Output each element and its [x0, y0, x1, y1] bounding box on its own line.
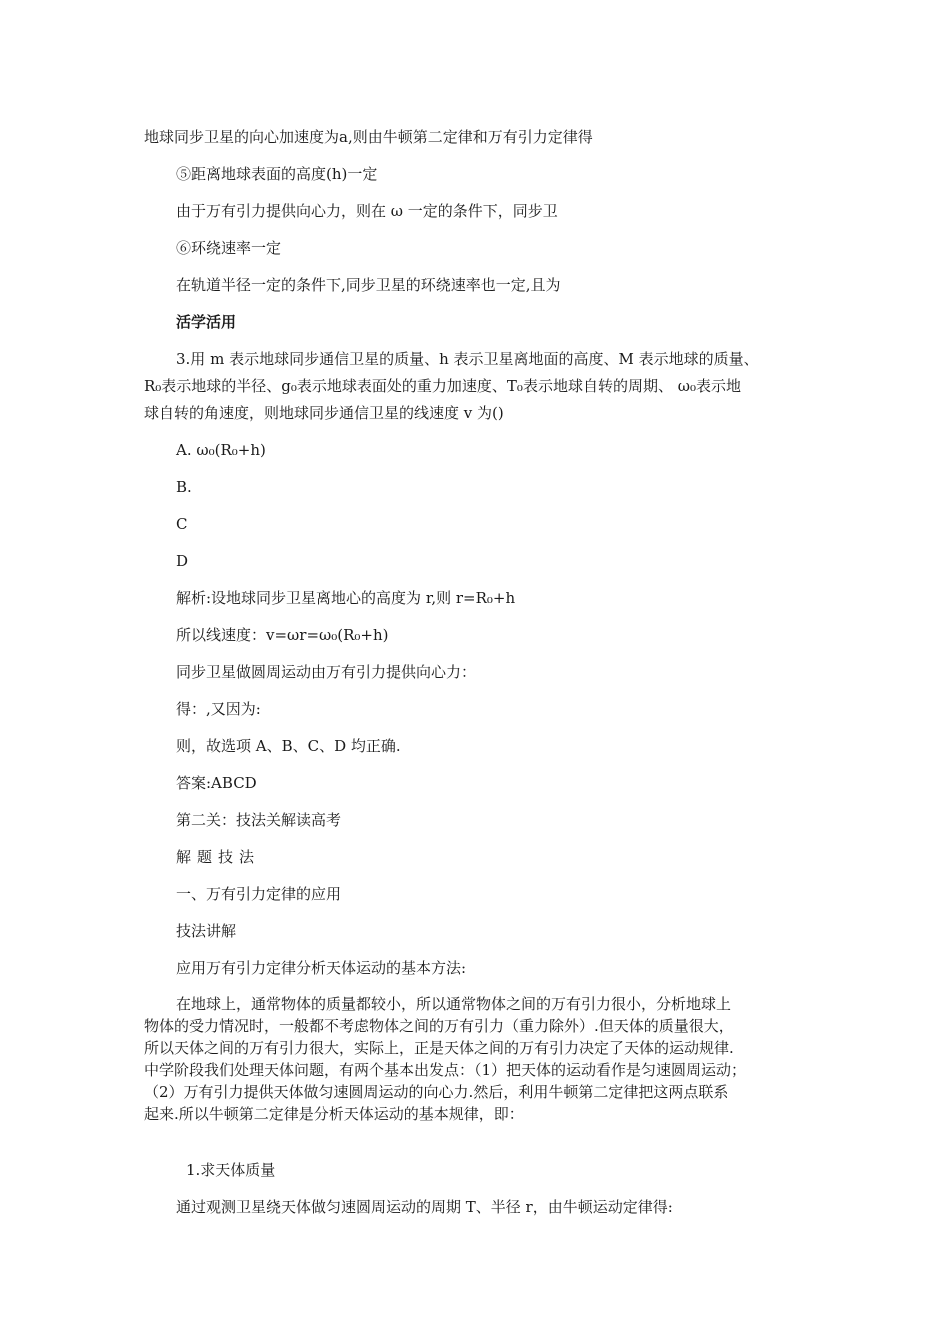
- text-line: 在轨道半径一定的条件下,同步卫星的环绕速率也一定,且为: [176, 276, 561, 294]
- option-d: D: [176, 552, 189, 570]
- subsection-title: 技法讲解: [176, 922, 237, 940]
- solution-line: 得：,又因为:: [176, 700, 261, 718]
- list-item-title: 1.求天体质量: [186, 1161, 276, 1179]
- text-line: 地球同步卫星的向心加速度为a,则由牛顿第二定律和万有引力定律得: [144, 128, 593, 146]
- text-line: 由于万有引力提供向心力，则在 ω 一定的条件下，同步卫: [176, 202, 558, 220]
- solution-line: 同步卫星做圆周运动由万有引力提供向心力：: [176, 663, 477, 681]
- option-a: A. ω₀(R₀+h): [176, 441, 266, 459]
- paragraph-line: 中学阶段我们处理天体问题，有两个基本出发点：（1）把天体的运动看作是匀速圆周运动；: [144, 1061, 747, 1079]
- paragraph-line: （2）万有引力提供天体做匀速圆周运动的向心力.然后，利用牛顿第二定律把这两点联系: [144, 1083, 729, 1101]
- text-line: 应用万有引力定律分析天体运动的基本方法:: [176, 959, 467, 977]
- paragraph-line: 起来.所以牛顿第二定律是分析天体运动的基本规律，即：: [144, 1105, 524, 1123]
- option-c: C: [176, 515, 188, 533]
- solution-line: 则，故选项 A、B、C、D 均正确.: [176, 737, 401, 755]
- question-text: 球自转的角速度，则地球同步通信卫星的线速度 v 为(): [144, 404, 504, 422]
- question-text: R₀表示地球的半径、g₀表示地球表面处的重力加速度、T₀表示地球自转的周期、 ω₀表示地: [144, 377, 741, 395]
- solution-line: 解析:设地球同步卫星离地心的高度为 r,则 r=R₀+h: [176, 589, 516, 607]
- option-b: B.: [176, 478, 192, 496]
- techniques-heading: 解题技法: [176, 848, 261, 866]
- question-text: 3.用 m 表示地球同步通信卫星的质量、h 表示卫星离地面的高度、M 表示地球的质量、: [176, 350, 759, 368]
- level-heading: 第二关：技法关解读高考: [176, 811, 342, 829]
- solution-line: 所以线速度：v=ωr=ω₀(R₀+h): [176, 626, 389, 644]
- text-line: ⑥环绕速率一定: [176, 239, 282, 257]
- section-title: 一、万有引力定律的应用: [176, 885, 342, 903]
- paragraph-line: 所以天体之间的万有引力很大，实际上，正是天体之间的万有引力决定了天体的运动规律.: [144, 1039, 734, 1057]
- body-paragraph: [144, 993, 810, 1125]
- answer-line: 答案:ABCD: [176, 774, 257, 792]
- text-line: 通过观测卫星绕天体做匀速圆周运动的周期 T、半径 r，由牛顿运动定律得:: [176, 1198, 673, 1216]
- paragraph-line: 在地球上，通常物体的质量都较小，所以通常物体之间的万有引力很小，分析地球上: [176, 995, 732, 1013]
- section-heading: 活学活用: [176, 313, 237, 331]
- text-line: ⑤距离地球表面的高度(h)一定: [176, 165, 378, 183]
- paragraph-line: 物体的受力情况时，一般都不考虑物体之间的万有引力（重力除外）.但天体的质量很大，: [144, 1017, 734, 1035]
